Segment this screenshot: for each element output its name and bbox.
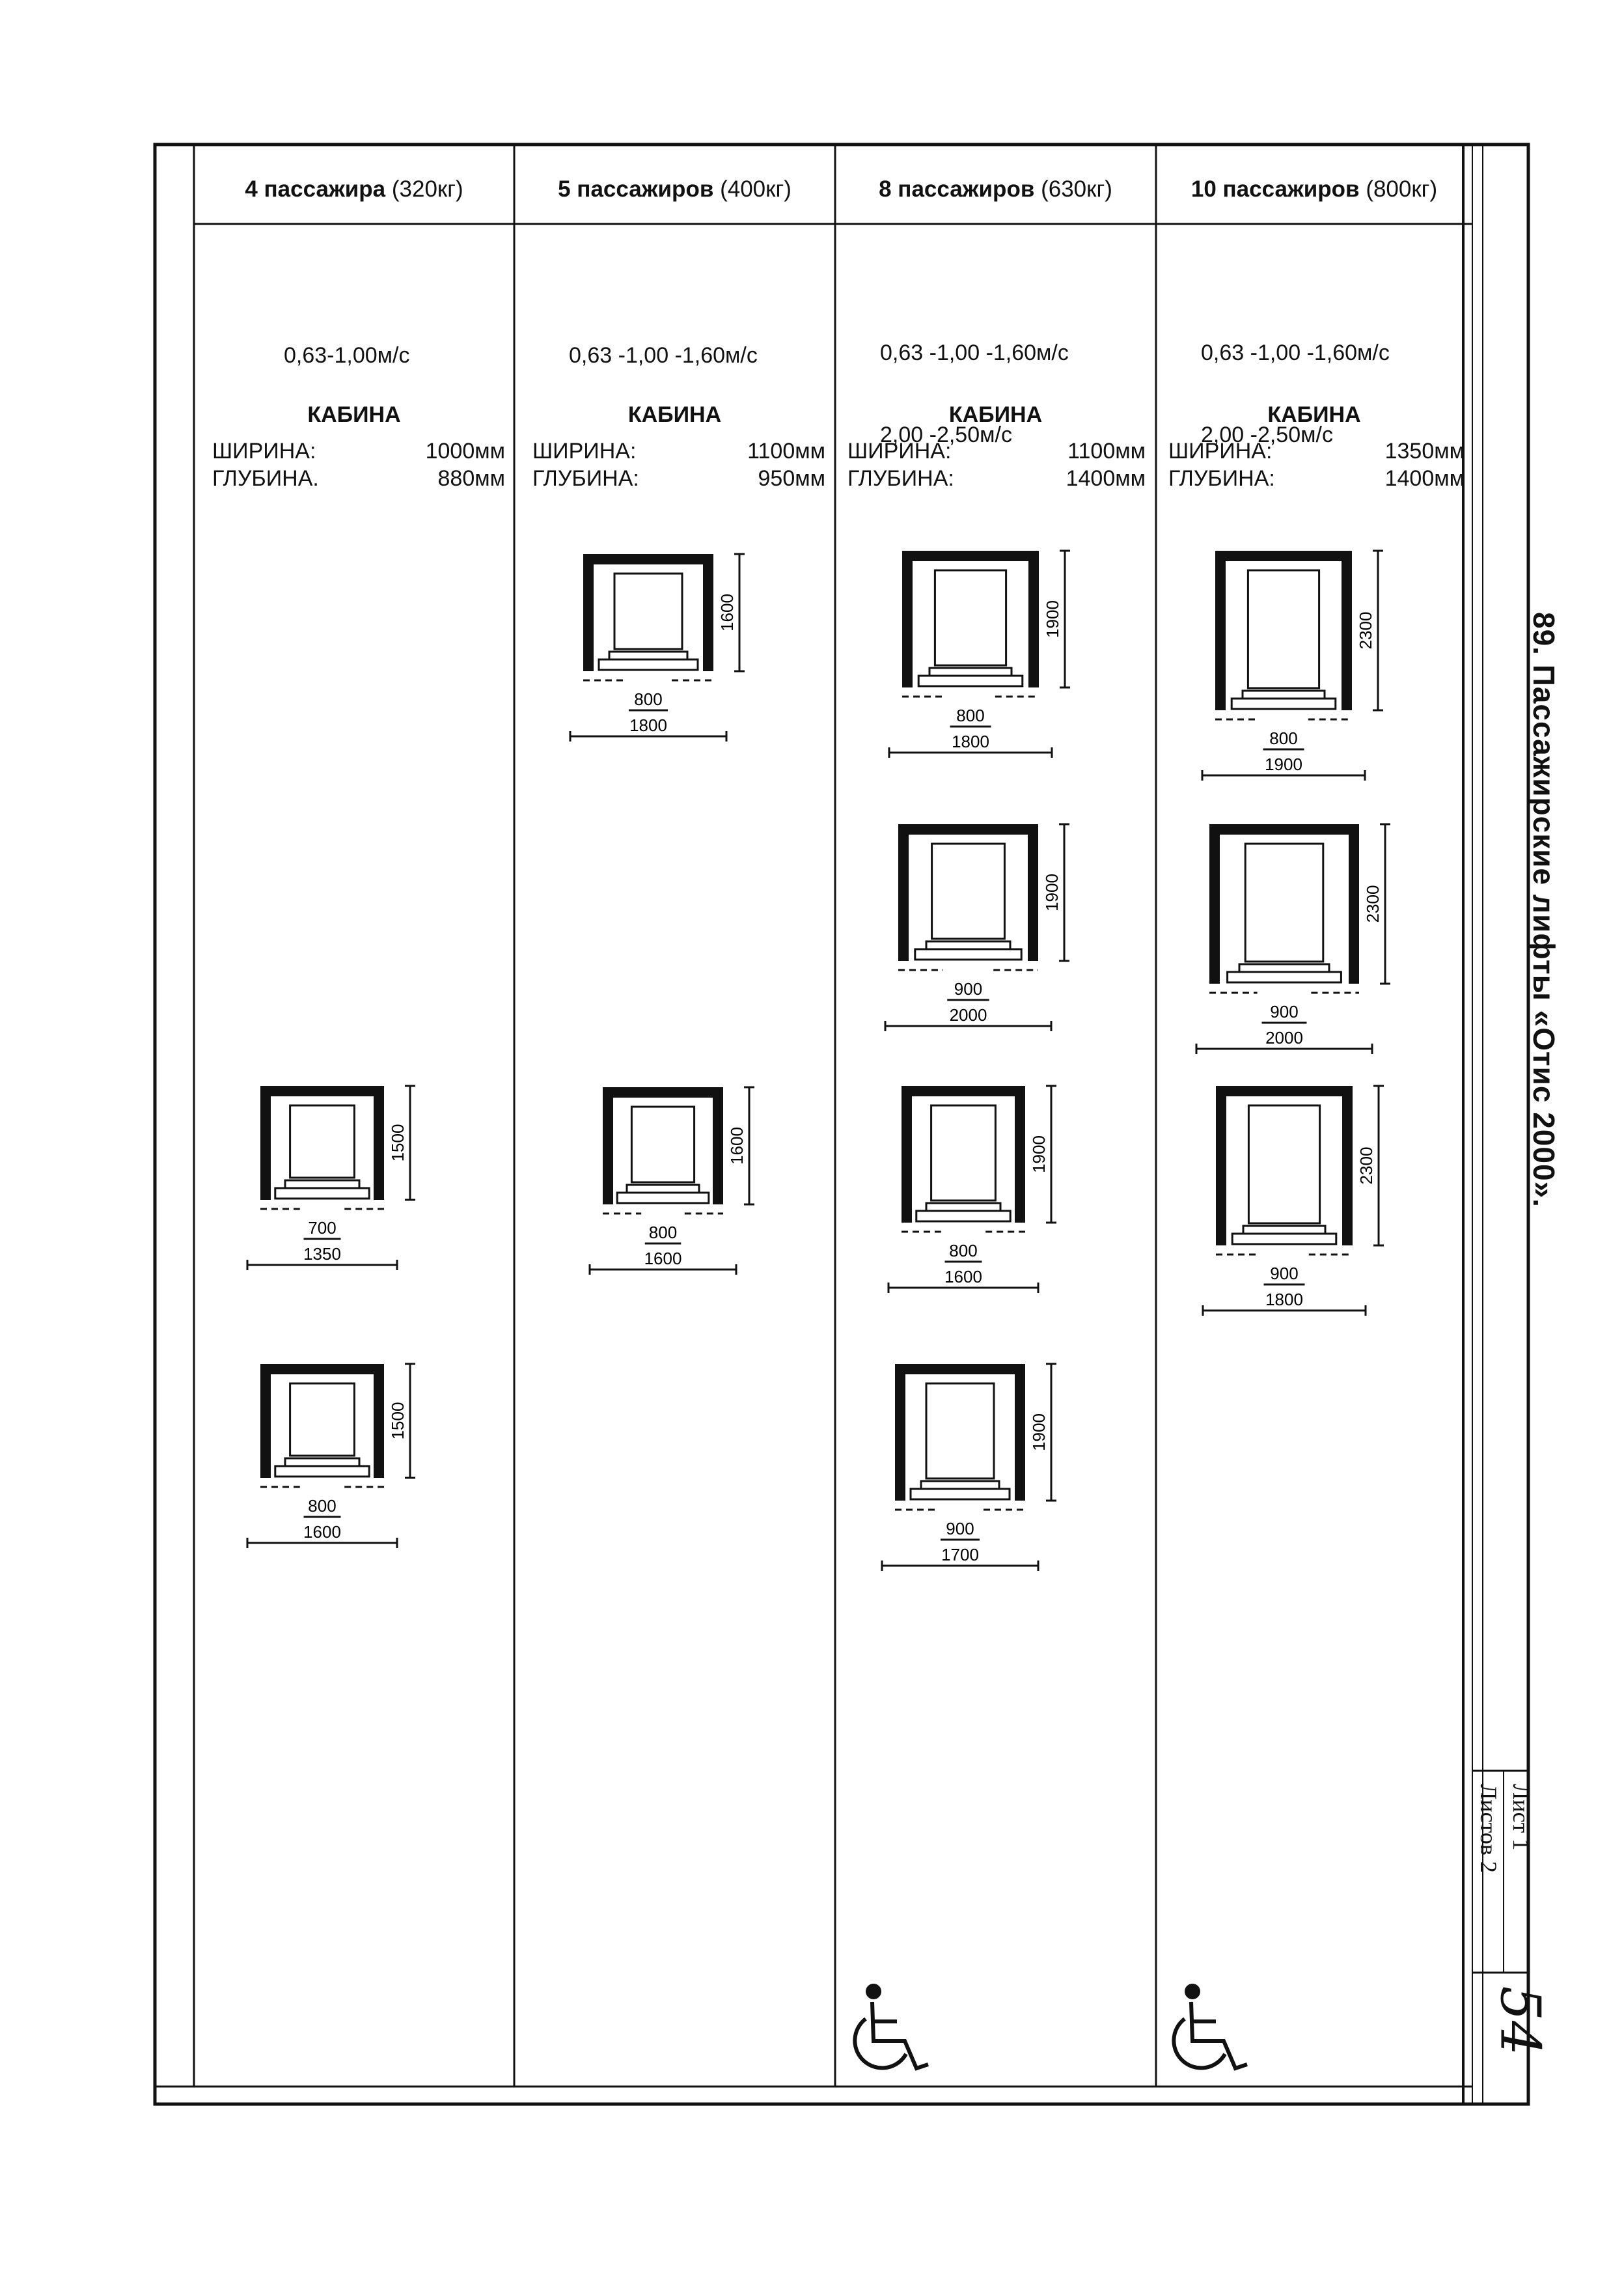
cabin-outline: [935, 570, 1006, 665]
cabin-width-row: [1168, 437, 1465, 465]
lift-drawing: [1216, 1086, 1411, 1337]
cabin-outline: [1248, 1105, 1319, 1223]
depth-label: ГЛУБИНА.: [212, 466, 319, 491]
wheelchair-icon: [1165, 1982, 1250, 2083]
depth-value: 1400мм: [1066, 466, 1146, 491]
lift-plan: [260, 1086, 443, 1294]
wheelchair-icon: [846, 1982, 931, 2083]
lift-plan: [1215, 551, 1411, 805]
column-title-5-pax: [514, 168, 835, 211]
shaft-width-label: 1800: [952, 732, 989, 751]
shaft-wall: [260, 1364, 384, 1478]
door-sill: [285, 1180, 359, 1188]
door-sill: [285, 1458, 359, 1466]
shaft-width-label: 1800: [1265, 1290, 1303, 1309]
cabin-depth-row: [1168, 465, 1465, 492]
lift-plan: [1209, 824, 1418, 1078]
sheets-total: Листов 2: [1476, 1784, 1502, 1873]
door-sill: [929, 668, 1012, 676]
cabin-outline: [614, 574, 682, 649]
width-value: 1350мм: [1384, 439, 1465, 464]
shaft-wall: [260, 1086, 384, 1200]
lift-drawing: [260, 1086, 443, 1291]
speed-line: 0,63 -1,00 -1,60м/с: [880, 340, 1069, 365]
cabin-outline: [290, 1105, 355, 1178]
cabin-heading: КАБИНА: [948, 402, 1043, 427]
door-width-label: 900: [1270, 1002, 1299, 1021]
width-label: ШИРИНА:: [532, 439, 637, 464]
lift-drawing: [895, 1364, 1084, 1592]
sheet-number: Лист 1: [1508, 1784, 1534, 1851]
lift-plan: [583, 554, 772, 766]
depth-label: ГЛУБИНА:: [847, 466, 954, 491]
load: (800кг): [1366, 176, 1438, 202]
column-title-4-pax: [194, 168, 514, 211]
cabin-width-row: [532, 437, 825, 465]
door-width-label: 900: [946, 1519, 974, 1538]
lift-drawing: [898, 824, 1097, 1052]
door-width-label: 800: [956, 706, 985, 725]
door-sill: [926, 941, 1010, 949]
depth-value: 1400мм: [1384, 466, 1465, 491]
lift-drawing: [583, 554, 772, 762]
cabin-width-row: [212, 437, 505, 465]
pax-count: 5 пассажиров: [558, 176, 714, 202]
load: (400кг): [720, 176, 791, 202]
speed-line: 2,00 -2,50м/с: [1201, 423, 1333, 447]
cabin-heading: КАБИНА: [307, 402, 401, 427]
speed-line: 0,63-1,00м/с: [284, 343, 410, 368]
column-title-8-pax: [835, 168, 1156, 211]
door-sill: [1243, 691, 1325, 699]
width-label: ШИРИНА:: [847, 439, 952, 464]
page-title: [1526, 612, 1561, 1208]
landing-sill: [915, 949, 1021, 960]
cabin-outline: [932, 844, 1005, 939]
shaft-wall: [1215, 551, 1352, 710]
pax-count: 8 пассажиров: [879, 176, 1035, 202]
cabin-outline: [926, 1383, 994, 1478]
shaft-depth-label: 1900: [1029, 1135, 1049, 1173]
door-width-label: 800: [949, 1241, 978, 1260]
lift-drawing: [902, 551, 1097, 779]
door-sill: [627, 1185, 699, 1193]
shaft-width-label: 1700: [941, 1545, 979, 1564]
depth-label: ГЛУБИНА:: [1168, 466, 1275, 491]
column-title-10-pax: [1156, 168, 1472, 211]
shaft-width-label: 1800: [629, 715, 667, 735]
landing-sill: [599, 659, 698, 670]
width-label: ШИРИНА:: [1168, 439, 1273, 464]
shaft-depth-label: 1900: [1042, 874, 1062, 911]
door-width-label: 900: [954, 979, 983, 999]
landing-sill: [1228, 972, 1342, 982]
landing-sill: [1232, 1234, 1336, 1244]
width-label: ШИРИНА:: [212, 439, 316, 464]
cabin-width-row: [847, 437, 1146, 465]
shaft-depth-label: 1900: [1043, 600, 1062, 638]
lift-plan: [901, 1086, 1084, 1317]
shaft-width-label: 1600: [303, 1522, 341, 1542]
shaft-depth-label: 1600: [727, 1127, 747, 1165]
cabin-outline: [1245, 844, 1323, 962]
cabin-heading: КАБИНА: [627, 402, 722, 427]
pax-count: 4 пассажира: [245, 176, 386, 202]
landing-sill: [916, 1211, 1010, 1221]
lift-plan: [895, 1364, 1084, 1595]
depth-label: ГЛУБИНА:: [532, 466, 639, 491]
shaft-width-label: 1350: [303, 1244, 341, 1264]
width-value: 1000мм: [425, 439, 505, 464]
door-width-label: 900: [1270, 1264, 1299, 1283]
page-number: 54: [1488, 1986, 1552, 2056]
shaft-depth-label: 2300: [1356, 611, 1375, 650]
speed-line: 0,63 -1,00 -1,60м/с: [1201, 340, 1390, 365]
shaft-wall: [603, 1087, 723, 1204]
width-value: 1100мм: [1067, 439, 1146, 464]
cabin-depth-row: [847, 465, 1146, 492]
pax-count: 10 пассажиров: [1190, 176, 1360, 202]
door-width-label: 800: [1269, 728, 1298, 748]
shaft-depth-label: 2300: [1356, 1146, 1376, 1185]
door-sill: [1243, 1226, 1325, 1234]
shaft-wall: [1216, 1086, 1353, 1245]
lift-plan: [902, 551, 1097, 782]
cabin-depth-row: [532, 465, 825, 492]
door-width-label: 700: [308, 1218, 337, 1238]
shaft-depth-label: 1900: [1029, 1413, 1049, 1451]
shaft-wall: [1209, 824, 1359, 984]
cabin-outline: [931, 1105, 996, 1200]
speed-line: 2,00 -2,50м/с: [880, 423, 1012, 447]
shaft-depth-label: 1600: [717, 594, 737, 631]
shaft-width-label: 1900: [1265, 755, 1302, 774]
lift-drawing: [1209, 824, 1418, 1075]
cabin-heading: КАБИНА: [1267, 402, 1361, 427]
door-sill: [1239, 964, 1329, 972]
cabin-depth-row: [212, 465, 505, 492]
shaft-wall: [583, 554, 713, 671]
landing-sill: [617, 1193, 709, 1203]
door-width-label: 800: [648, 1223, 678, 1242]
lift-drawing: [901, 1086, 1084, 1314]
shaft-width-label: 2000: [949, 1005, 987, 1025]
landing-sill: [918, 676, 1023, 686]
landing-sill: [911, 1489, 1010, 1499]
load: (630кг): [1041, 176, 1112, 202]
landing-sill: [275, 1466, 369, 1477]
cabin-outline: [1248, 570, 1319, 688]
landing-sill: [275, 1188, 369, 1199]
speed-col-2: [569, 287, 758, 396]
door-width-label: 800: [634, 689, 663, 709]
lift-drawing: [1215, 551, 1411, 801]
lift-plan: [1216, 1086, 1411, 1340]
lift-plan: [603, 1087, 782, 1299]
shaft-depth-label: 2300: [1363, 885, 1383, 923]
page-title-text: 89. Пассажирские лифты «Отис 2000».: [1527, 612, 1561, 1208]
width-value: 1100мм: [747, 439, 825, 464]
lift-drawing: [260, 1364, 443, 1569]
depth-value: 950мм: [758, 466, 825, 491]
shaft-width-label: 1600: [944, 1267, 982, 1286]
depth-value: 880мм: [437, 466, 505, 491]
shaft-width-label: 1600: [644, 1249, 682, 1268]
lift-plan: [260, 1364, 443, 1572]
door-sill: [609, 652, 687, 659]
door-sill: [921, 1481, 999, 1489]
cabin-outline: [290, 1383, 355, 1456]
lift-plan: [898, 824, 1097, 1055]
door-width-label: 800: [308, 1496, 337, 1516]
speed-col-1: [284, 287, 410, 396]
speed-line: 0,63 -1,00 -1,60м/с: [569, 343, 758, 368]
shaft-depth-label: 1500: [388, 1402, 407, 1440]
lift-drawing: [603, 1087, 782, 1296]
shaft-depth-label: 1500: [388, 1124, 407, 1162]
door-sill: [926, 1203, 1000, 1211]
cabin-outline: [631, 1107, 694, 1182]
shaft-width-label: 2000: [1265, 1028, 1303, 1047]
landing-sill: [1232, 699, 1336, 709]
load: (320кг): [391, 176, 463, 202]
